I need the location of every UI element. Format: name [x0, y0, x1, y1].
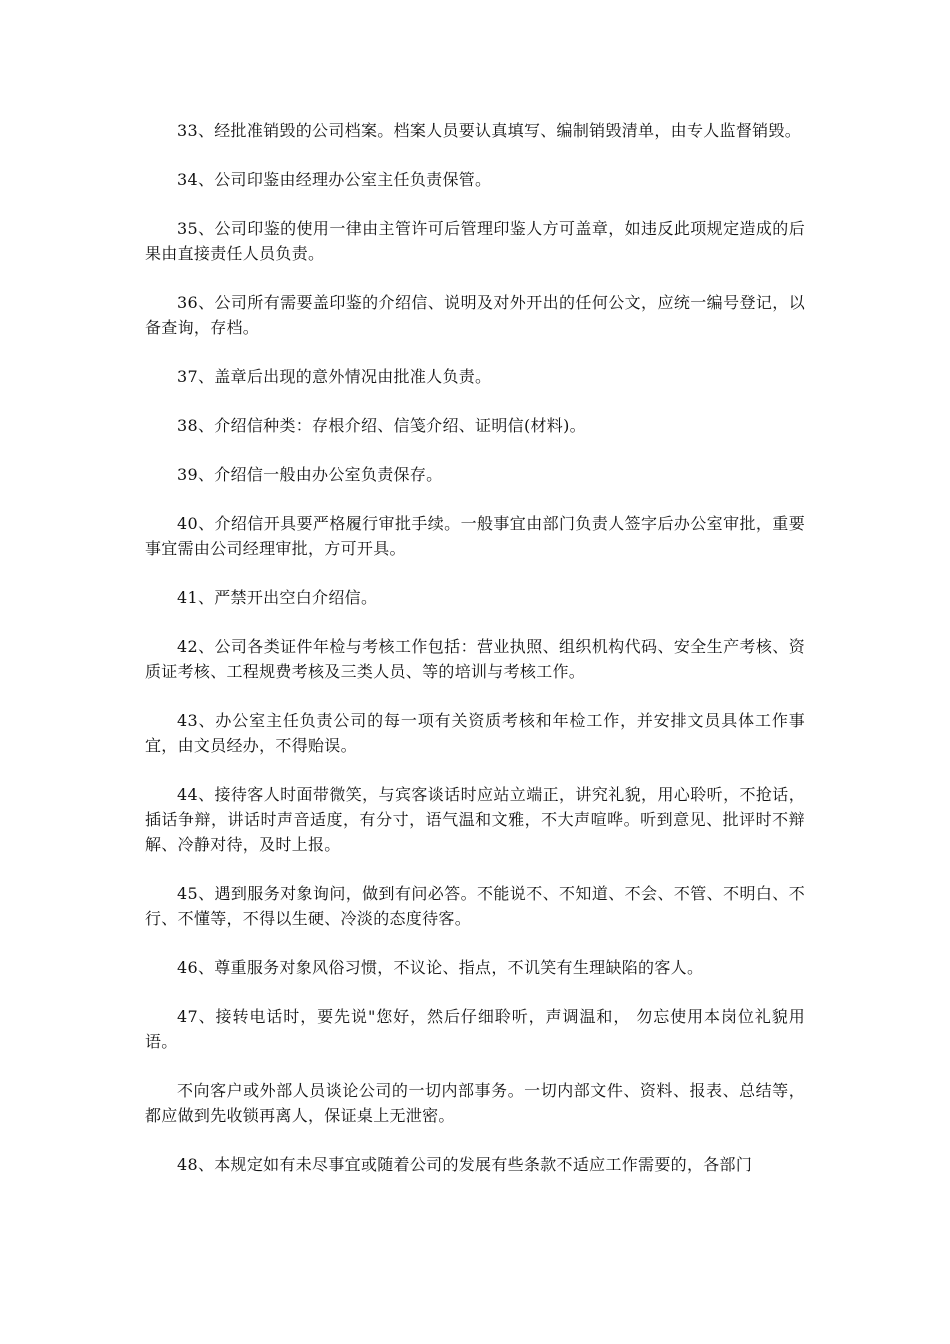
- paragraph-47: 47、接转电话时，要先说"您好，然后仔细聆听，声调温和， 勿忘使用本岗位礼貌用语。: [145, 1007, 805, 1051]
- paragraph-35: 35、公司印鉴的使用一律由主管许可后管理印鉴人方可盖章，如违反此项规定造成的后果由直接责任人员负责。: [145, 219, 805, 263]
- paragraph-36: 36、公司所有需要盖印鉴的介绍信、说明及对外开出的任何公文，应统一编号登记，以备查询，存档。: [145, 293, 805, 337]
- paragraph-44: 44、接待客人时面带微笑，与宾客谈话时应站立端正，讲究礼貌，用心聆听，不抢话，插话争辩，讲话时声音适度，有分寸，语气温和文雅，不大声喧哗。听到意见、批评时不辩解、冷静对待，及时上报。: [145, 785, 805, 854]
- document-page: [145, 118, 805, 1201]
- paragraph-33: 33、经批准销毁的公司档案。档案人员要认真填写、编制销毁清单，由专人监督销毁。: [177, 121, 802, 140]
- paragraph-41: 41、严禁开出空白介绍信。: [177, 588, 378, 607]
- paragraph-45: 45、遇到服务对象询问，做到有问必答。不能说不、不知道、不会、不管、不明白、不行、不懂等，不得以生硬、冷淡的态度待客。: [145, 884, 805, 928]
- paragraph-39: 39、介绍信一般由办公室负责保存。: [177, 465, 443, 484]
- paragraph-48: 48、本规定如有未尽事宜或随着公司的发展有些条款不适应工作需要的，各部门: [177, 1155, 753, 1174]
- paragraph-37: 37、盖章后出现的意外情况由批准人负责。: [177, 367, 492, 386]
- paragraph-38: 38、介绍信种类：存根介绍、信笺介绍、证明信(材料)。: [177, 416, 586, 435]
- paragraph-42: 42、公司各类证件年检与考核工作包括：营业执照、组织机构代码、安全生产考核、资质证考核、工程规费考核及三类人员、等的培训与考核工作。: [145, 637, 805, 681]
- paragraph-confidentiality: 不向客户或外部人员谈论公司的一切内部事务。一切内部文件、资料、报表、总结等，都应做到先收锁再离人，保证桌上无泄密。: [145, 1081, 805, 1125]
- paragraph-34: 34、公司印鉴由经理办公室主任负责保管。: [177, 170, 492, 189]
- paragraph-46: 46、尊重服务对象风俗习惯，不议论、指点，不讥笑有生理缺陷的客人。: [177, 958, 704, 977]
- paragraph-43: 43、办公室主任负责公司的每一项有关资质考核和年检工作，并安排文员具体工作事宜，由文员经办，不得贻误。: [145, 711, 805, 755]
- paragraph-40: 40、介绍信开具要严格履行审批手续。一般事宜由部门负责人签字后办公室审批，重要事宜需由公司经理审批，方可开具。: [145, 514, 805, 558]
